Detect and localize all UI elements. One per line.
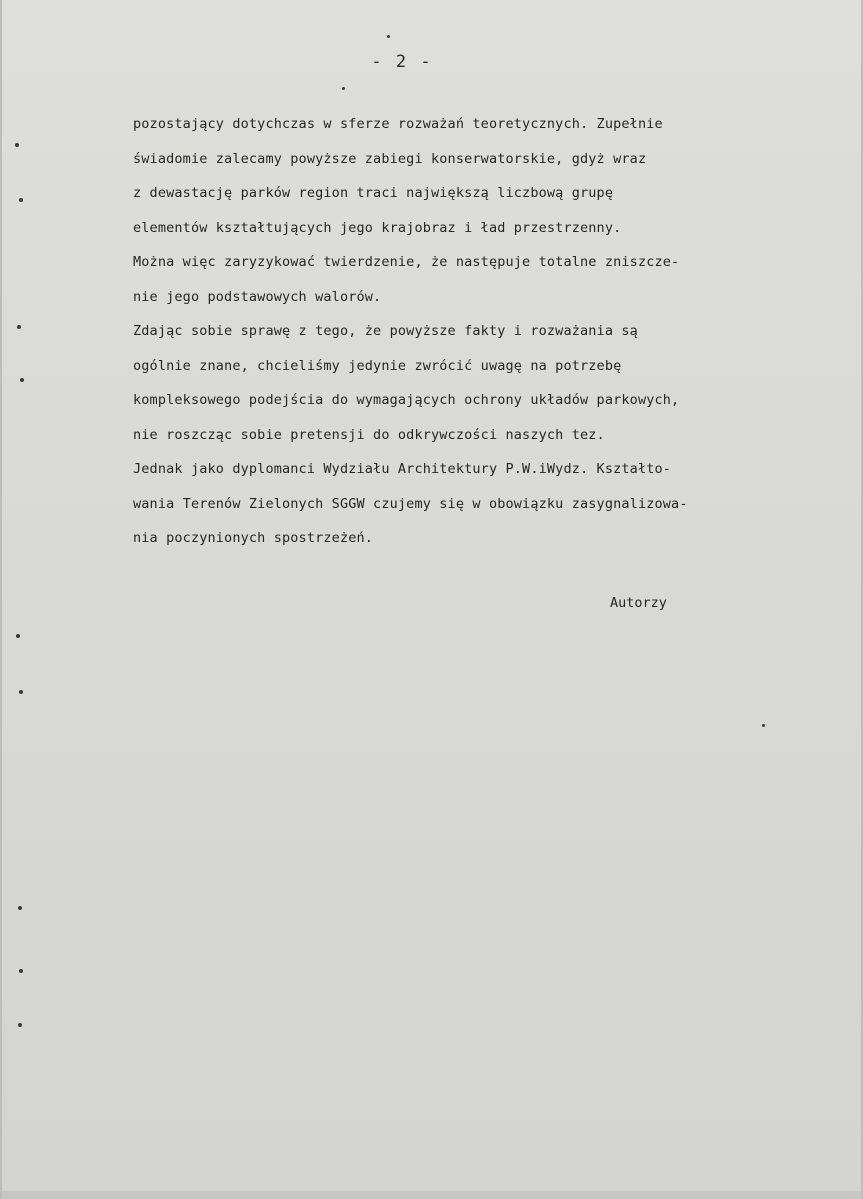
text-line: nie roszcząc sobie pretensji do odkrywczości naszych tez. [133,426,605,443]
scan-mark [16,634,20,638]
text-line: Jednak jako dyplomanci Wydziału Architektury P.W.iWydz. Kształto- [133,461,672,477]
page-bottom-edge [2,1191,861,1199]
scan-mark [387,35,390,38]
signature-authors: Autorzy [610,595,667,611]
text-line: nie jego podstawowych walorów. [133,288,382,305]
scan-mark [15,143,19,147]
text-line: z dewastację parków region traci największą liczbową grupę [133,185,614,201]
scan-mark [342,87,345,90]
text-line: Zdając sobie sprawę z tego, że powyższe fakty i rozważania są [133,323,638,339]
scan-mark [18,1023,22,1027]
text-line: świadomie zalecamy powyższe zabiegi konserwatorskie, gdyż wraz [133,150,647,167]
text-line: elementów kształtujących jego krajobraz i ład przestrzenny. [133,219,622,236]
page-number: - 2 - [371,52,433,72]
scan-mark [20,378,24,382]
scan-mark [19,969,23,973]
scan-mark [17,325,21,329]
text-line: nia poczynionych spostrzeżeń. [133,530,374,546]
body-text [133,112,853,561]
text-line: ogólnie znane, chcieliśmy jedynie zwrócić uwagę na potrzebę [133,357,622,374]
scan-mark [18,906,22,910]
scan-mark [19,690,23,694]
text-line: wania Terenów Zielonych SGGW czujemy się w obowiązku zasygnalizowa- [133,495,688,512]
text-line: kompleksowego podejścia do wymagających ochrony układów parkowych, [133,392,680,408]
scan-mark [19,198,23,202]
scan-mark [762,724,765,727]
text-line: pozostający dotychczas w sferze rozważań teoretycznych. Zupełnie [133,116,663,132]
text-line: Można więc zaryzykować twierdzenie, że następuje totalne zniszcze- [133,254,680,270]
